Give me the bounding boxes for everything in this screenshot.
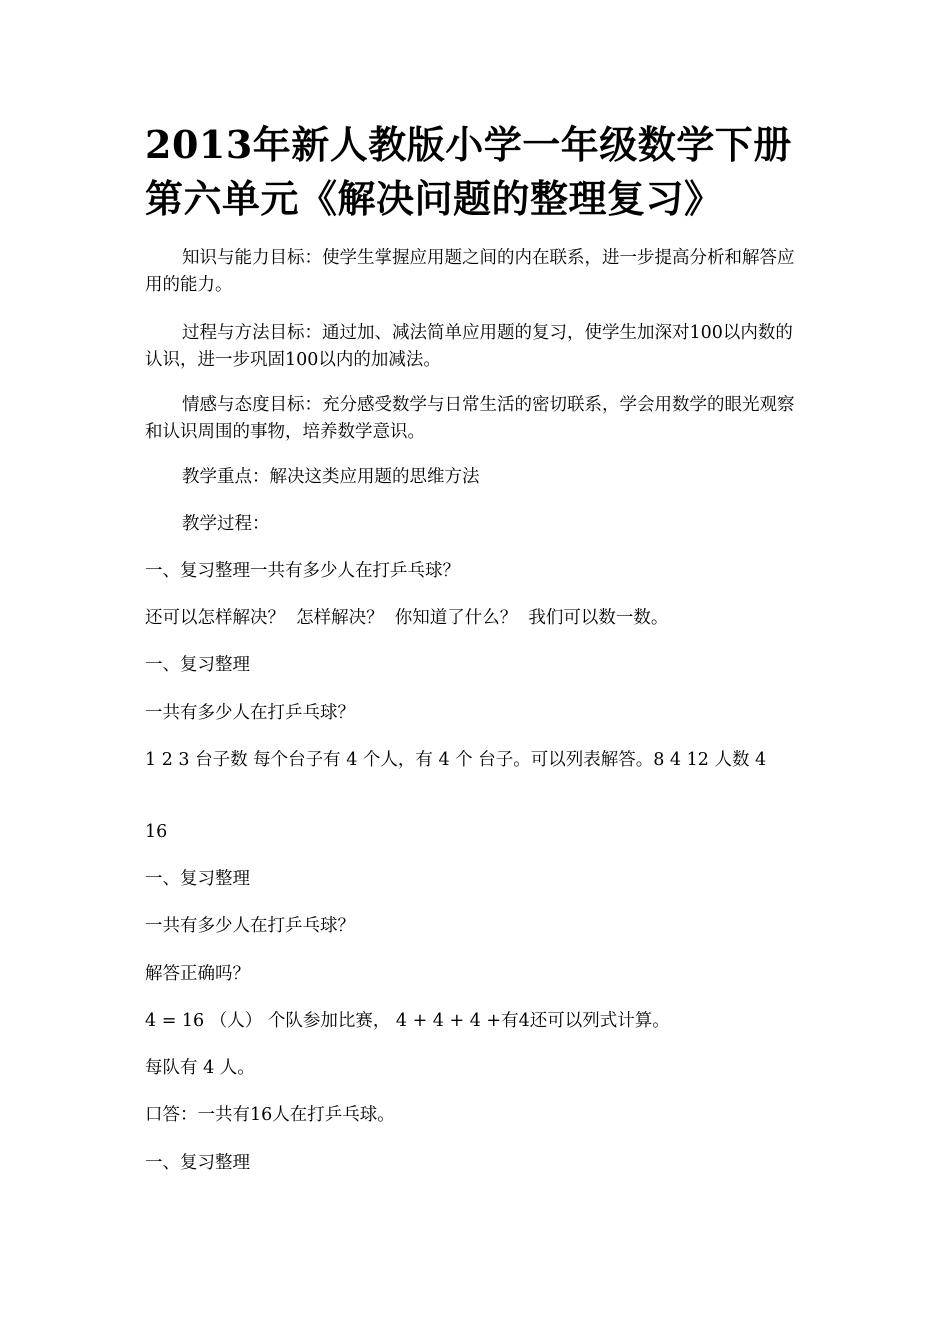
- paragraph-answer: 口答：一共有16人在打乒乓球。: [145, 1105, 395, 1125]
- paragraph-question: 一共有多少人在打乒乓球？: [145, 703, 355, 723]
- paragraph-teaching-process: 教学过程：: [182, 514, 270, 534]
- paragraph-questions: 还可以怎样解决？ 怎样解决？ 你知道了什么？ 我们可以数一数。: [145, 608, 669, 628]
- paragraph-emotion-goal: 情感与态度目标：充分感受数学与日常生活的密切联系，学会用数学的眼光观察和认识周围的事物，培养数学意识。: [145, 395, 795, 442]
- paragraph-process-goal: 过程与方法目标：通过加、减法简单应用题的复习，使学生加深对100以内数的认识，进一步巩固100以内的加减法。: [145, 323, 793, 370]
- paragraph-question: 一共有多少人在打乒乓球？: [145, 916, 355, 936]
- paragraph-calculation: 4 = 16 （人） 个队参加比赛， 4 + 4 + 4 +有4还可以列式计算。: [145, 1011, 670, 1031]
- paragraph-per-team: 每队有 4 人。: [145, 1058, 255, 1078]
- paragraph-teaching-focus: 教学重点：解决这类应用题的思维方法: [182, 467, 480, 487]
- paragraph-number: 16: [145, 822, 168, 842]
- paragraph-table-text: 1 2 3 台子数 每个台子有 4 个人，有 4 个 台子。可以列表解答。8 4 12 人数 4: [145, 750, 767, 770]
- section-heading-review: 一、复习整理一共有多少人在打乒乓球？: [145, 561, 460, 581]
- section-heading-review: 一、复习整理: [145, 655, 250, 675]
- paragraph-check: 解答正确吗？: [145, 964, 250, 984]
- document-title: 2013年新人教版小学一年级数学下册第六单元《解决问题的整理复习》: [145, 122, 792, 221]
- section-heading-review: 一、复习整理: [145, 1153, 250, 1173]
- paragraph-knowledge-goal: 知识与能力目标：使学生掌握应用题之间的内在联系，进一步提高分析和解答应用的能力。: [145, 248, 795, 295]
- section-heading-review: 一、复习整理: [145, 869, 250, 889]
